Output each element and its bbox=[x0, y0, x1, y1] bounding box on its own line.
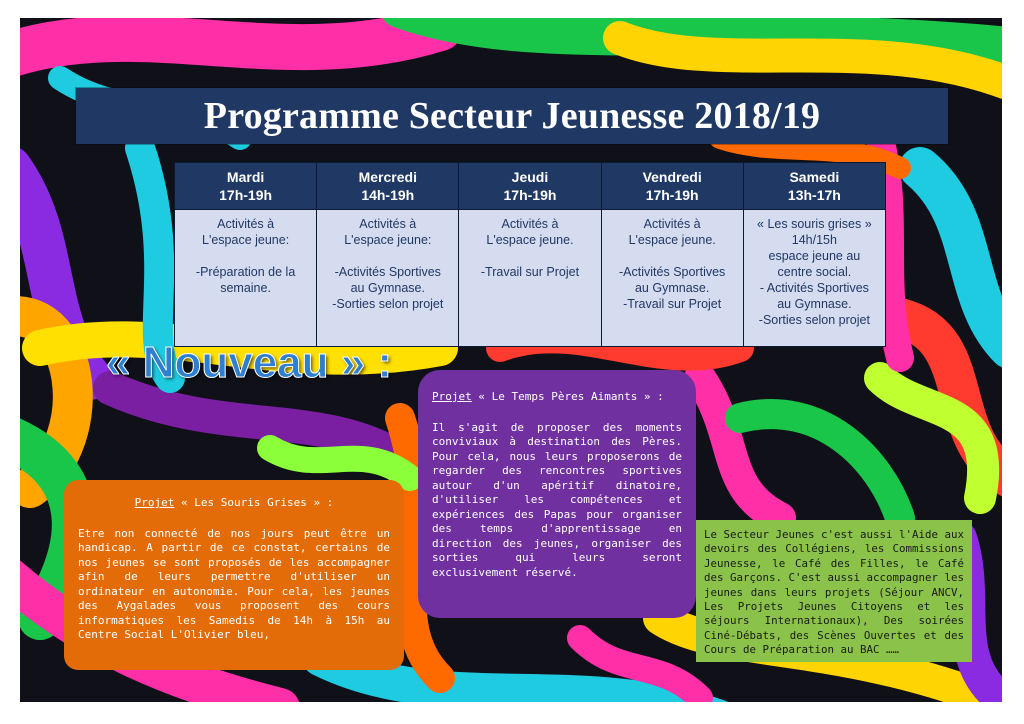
schedule-header-samedi: Samedi 13h-17h bbox=[743, 163, 885, 210]
schedule-header-row bbox=[175, 163, 886, 210]
schedule-cell-jeudi: Activités à L'espace jeune. -Travail sur Projet bbox=[459, 210, 601, 347]
schedule-cell-vendredi: Activités à L'espace jeune. -Activités Sportives au Gymnase. -Travail sur Projet bbox=[601, 210, 743, 347]
schedule-cell-mardi: Activités à L'espace jeune: -Préparation de la semaine. bbox=[175, 210, 317, 347]
project-souris-label: Projet bbox=[134, 496, 175, 509]
schedule-header-mardi: Mardi 17h-19h bbox=[175, 163, 317, 210]
schedule-content-row bbox=[175, 210, 886, 347]
project-peres-name: « Le Temps Pères Aimants » : bbox=[471, 390, 664, 403]
schedule-header-jeudi: Jeudi 17h-19h bbox=[459, 163, 601, 210]
schedule-header-mercredi: Mercredi 14h-19h bbox=[317, 163, 459, 210]
schedule-table bbox=[174, 162, 886, 347]
project-peres-label: Projet bbox=[432, 390, 472, 403]
schedule-header-vendredi: Vendredi 17h-19h bbox=[601, 163, 743, 210]
poster-canvas bbox=[20, 18, 1002, 702]
secteur-info-box bbox=[696, 520, 972, 662]
page-title: Programme Secteur Jeunesse 2018/19 bbox=[76, 88, 948, 144]
project-souris-name: « Les Souris Grises » : bbox=[174, 496, 334, 509]
schedule-cell-mercredi: Activités à L'espace jeune: -Activités Sportives au Gymnase. -Sorties selon projet bbox=[317, 210, 459, 347]
project-souris-box bbox=[64, 480, 404, 670]
project-peres-box bbox=[418, 370, 696, 618]
project-peres-text: Il s'agit de proposer des moments conviviaux à destination des Pères. Pour cela, nous leurs proposerons de regarder des rencontres sportives autour d'un apéritif dinatoire, d'utiliser les compétences et expériences des Papas pour organiser des temps d'apprentissage en direction des jeunes, organiser des sorties qui leurs seront exclusivement réservé. bbox=[432, 420, 682, 579]
project-souris-text: Etre non connecté de nos jours peut être un handicap. A partir de ce constat, certains de nos jeunes se sont proposés de les accompagner afin de leurs permettre d'utiliser un ordinateur en autonomie. Pour cela, les jeunes des Aygalades vous proposent des cours informatiques les Samedis de 14h à 15h au Centre Social L'Olivier bleu, bbox=[78, 526, 390, 641]
project-peres-title bbox=[432, 390, 682, 405]
project-souris-title bbox=[78, 496, 390, 511]
schedule-cell-samedi: « Les souris grises » 14h/15h espace jeune au centre social. - Activités Sportives au Gymnase. -Sorties selon projet bbox=[743, 210, 885, 347]
nouveau-heading: « Nouveau » : bbox=[106, 338, 393, 387]
secteur-info-text: Le Secteur Jeunes c'est aussi l'Aide aux devoirs des Collégiens, les Commissions Jeunesse, le Café des Filles, le Café des Garçons. C'est aussi accompagner les jeunes dans leurs projets (Séjour ANCV, Les Projets Jeunes Citoyens et les séjours Internationaux), Des soirées Ciné-Débats, des Scènes Ouvertes et des Cours de Préparation au BAC …… bbox=[704, 528, 965, 657]
